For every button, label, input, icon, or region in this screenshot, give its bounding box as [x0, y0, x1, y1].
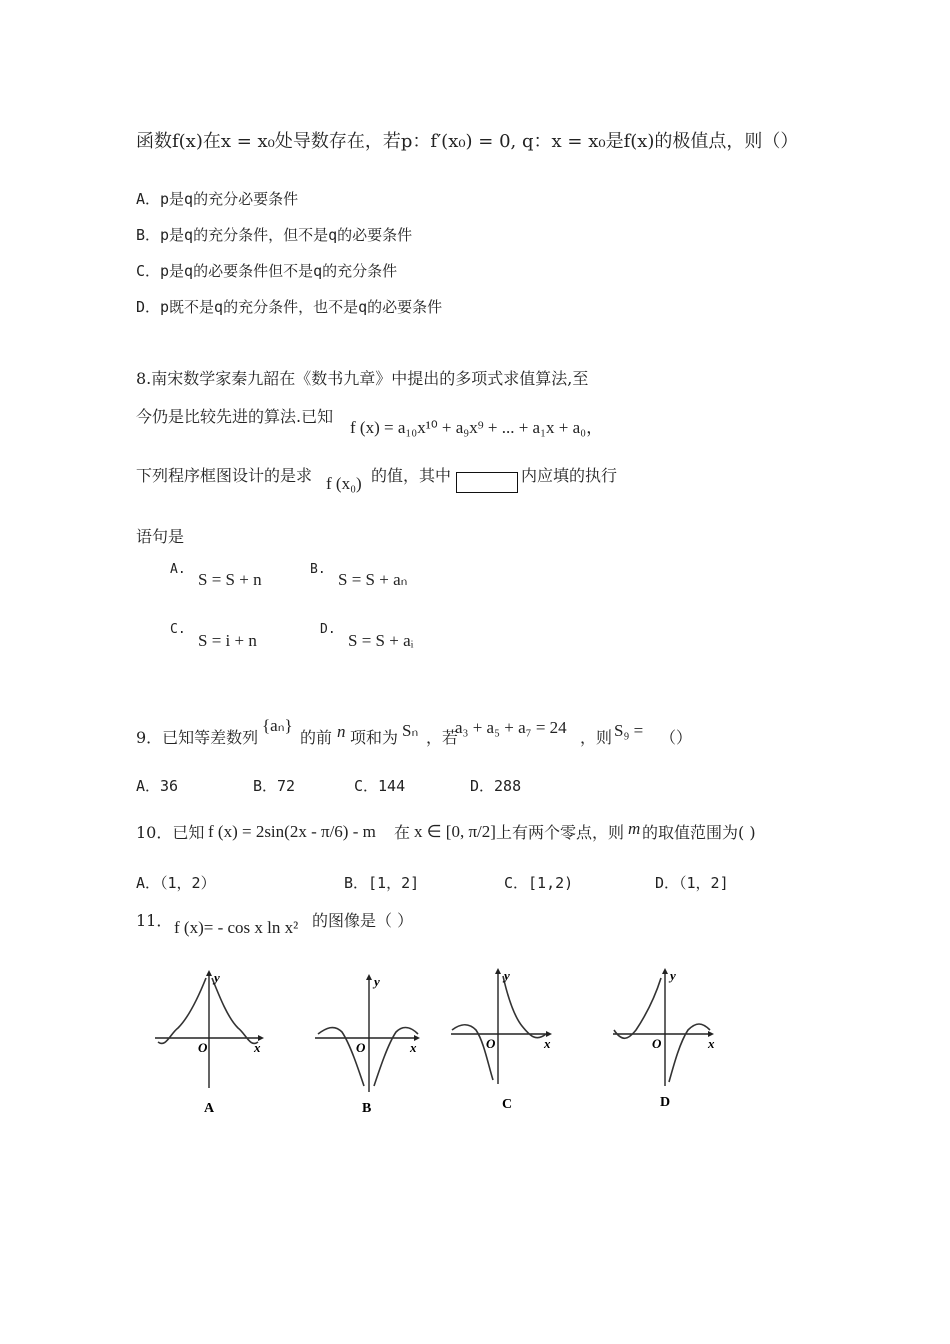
graph-b-y-label: y [374, 974, 380, 989]
q11-function: f (x)= - cos x ln x² [174, 918, 299, 937]
graph-c-caption: C [502, 1097, 513, 1112]
q11-text-b: 的图像是（ ） [312, 911, 414, 930]
q9-condition: a₃ + a₅ + a₇ = 24 [455, 718, 567, 737]
q8-option-d-expr: S = S + aᵢ [348, 631, 414, 650]
graph-a-x-label: x [254, 1040, 261, 1055]
q9-option-b: B．72 [253, 777, 296, 795]
q8-polynomial-formula: f (x) = a₁₀x¹⁰ + a₉x⁹ + ... + a₁x + a₀， [350, 418, 604, 437]
q10-text-b: 在 [394, 823, 411, 842]
graph-b-x-label: x [410, 1040, 417, 1055]
q10-text-d: 的取值范围为( ) [642, 823, 756, 842]
q9-text-f: （） [660, 728, 693, 747]
q9-sn: Sₙ [402, 721, 419, 740]
q7-option-c: C．p是q的必要条件但不是q的充分条件 [136, 262, 398, 280]
graph-d-y-label: y [670, 968, 676, 983]
q8-line-3-a: 下列程序框图设计的是求 [136, 466, 313, 485]
q9-option-a: A．36 [136, 777, 179, 795]
q10-option-b: B．[1，2] [344, 874, 420, 892]
graph-c-y-label: y [504, 968, 510, 983]
graph-a-caption: A [204, 1101, 215, 1116]
q8-option-d-label: D. [320, 622, 336, 637]
q8-line-2-text: 今仍是比较先进的算法.已知 [136, 407, 334, 426]
q10-text-c: 上有两个零点，则 [496, 823, 625, 842]
question-7-stem: 函数f(x)在x = x₀处导数存在，若p：f′(x₀) = 0, q：x = x₀是f(x)的极值点，则（） [136, 131, 799, 152]
q8-option-a-label: A. [170, 562, 186, 577]
graph-b [310, 968, 440, 1118]
graph-a-origin: O [198, 1040, 208, 1055]
q7-option-a: A．p是q的充分必要条件 [136, 190, 299, 208]
q8-fx0: f (x₀) [326, 474, 362, 493]
q8-line-4: 语句是 [136, 527, 185, 546]
q10-function: f (x) = 2sin(2x - π/6) - m [208, 822, 376, 841]
graph-d-caption: D [660, 1095, 671, 1110]
q9-text-e: ，则 [580, 728, 613, 747]
q10-domain: x ∈ [0, π/2] [414, 822, 496, 841]
graph-b-origin: O [356, 1040, 366, 1055]
q9-s9: S₉ = [614, 721, 644, 740]
graph-a [150, 968, 280, 1118]
q7-option-b: B．p是q的充分条件，但不是q的必要条件 [136, 226, 413, 244]
q9-text-b: 的前 [300, 728, 333, 747]
q9-option-d: D．288 [470, 777, 522, 795]
graph-d-origin: O [652, 1036, 662, 1051]
q9-text-d: ，若 [426, 728, 459, 747]
graph-d-x-label: x [708, 1036, 715, 1051]
graph-c [446, 964, 576, 1114]
graph-d [608, 964, 738, 1114]
q9-n: n [337, 722, 346, 741]
q10-option-c: C．[1,2) [504, 874, 574, 892]
q8-line-1: 8.南宋数学家秦九韶在《数书九章》中提出的多项式求值算法,至 [136, 369, 589, 388]
q8-line-3-c: 内应填的执行 [521, 466, 618, 485]
q10-option-d: D．（1，2] [655, 874, 729, 892]
q9-sequence: {aₙ} [262, 716, 293, 735]
graph-b-caption: B [362, 1101, 372, 1116]
q9-text-c: 项和为 [350, 728, 399, 747]
q10-m: m [628, 819, 641, 838]
q7-option-d: D．p既不是q的充分条件，也不是q的必要条件 [136, 298, 443, 316]
q9-text-a: 9．已知等差数列 [136, 728, 259, 747]
q8-option-a-expr: S = S + n [198, 570, 262, 589]
graph-a-y-label: y [214, 970, 220, 985]
q8-option-b-expr: S = S + aₙ [338, 570, 408, 589]
graph-c-origin: O [486, 1036, 496, 1051]
blank-box [456, 472, 518, 493]
q8-option-c-expr: S = i + n [198, 631, 257, 650]
q8-line-3-b: 的值，其中 [371, 466, 452, 485]
graph-c-x-label: x [544, 1036, 551, 1051]
q11-text-a: 11． [136, 911, 173, 930]
q8-option-b-label: B. [310, 562, 326, 577]
q10-text-a: 10．已知 [136, 823, 205, 842]
q10-option-a: A．（1，2） [136, 874, 216, 892]
q9-option-c: C．144 [354, 777, 406, 795]
q8-option-c-label: C. [170, 622, 186, 637]
